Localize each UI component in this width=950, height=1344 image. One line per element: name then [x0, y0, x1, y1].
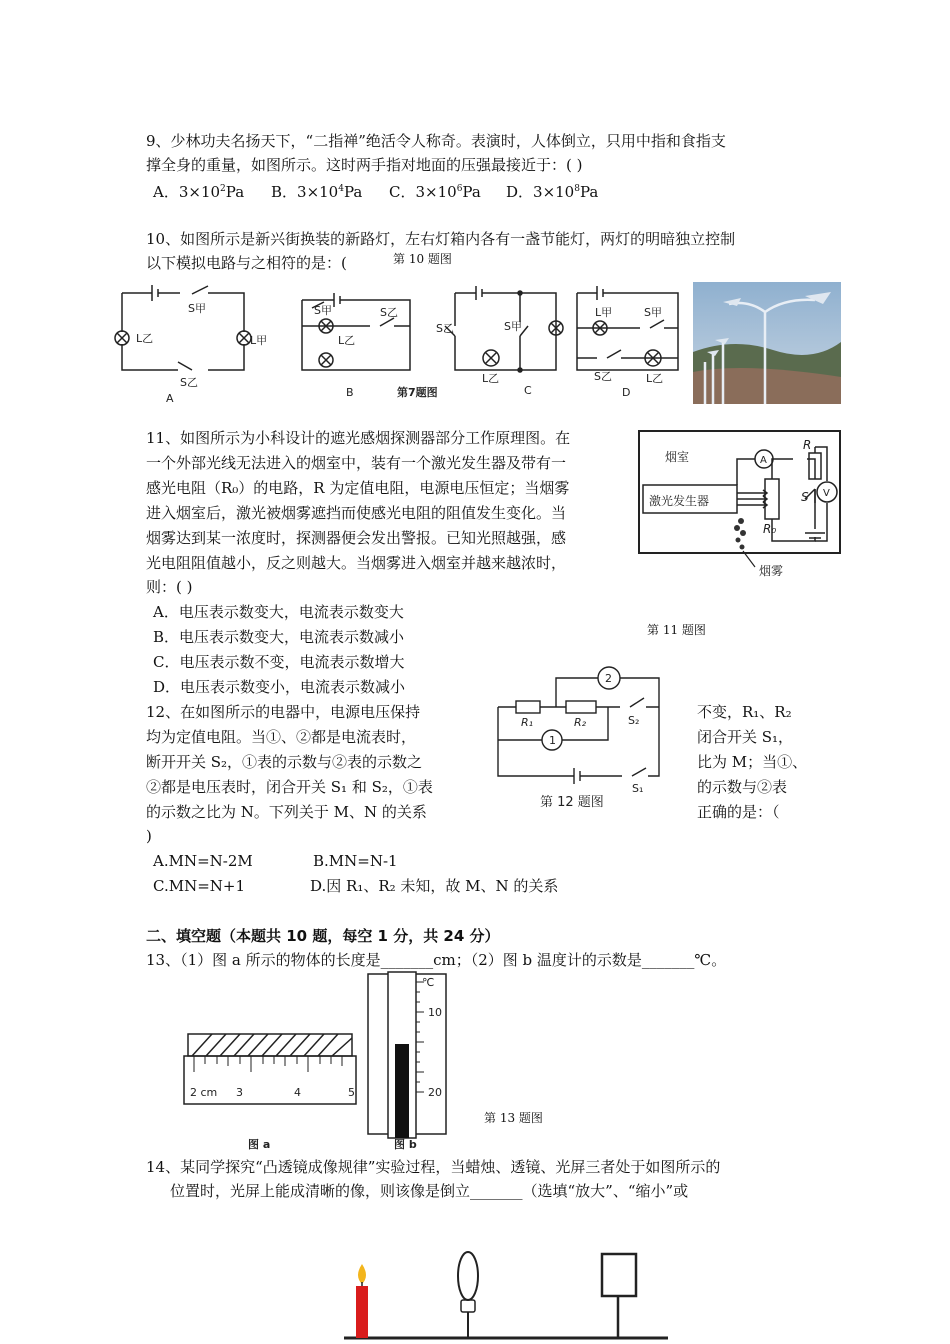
street-lamp-photo: [693, 282, 841, 404]
q14-line-2: 位置时，光屏上能成清晰的像，则该像是倒立_______（选填“放大”、“缩小”或: [170, 1182, 689, 1200]
label-b-s-yi: S乙: [380, 306, 398, 319]
circuit-d: [577, 286, 678, 370]
q12-right-line-3: 比为 M；当①、: [697, 753, 808, 771]
q11-line-5: 烟雾达到某一浓度时，探测器便会发出警报。已知光照越强，感: [146, 529, 567, 547]
label-d-s-yi: S乙: [594, 370, 612, 383]
label-c-s-jia: S甲: [504, 320, 522, 333]
q9-line-1: 9、少林功夫名扬天下，“二指禅”绝活令人称奇。表演时，人体倒立，只用中指和食指支: [146, 132, 726, 150]
fig12-r1: R₁: [521, 716, 534, 729]
q12-right-line-2: 闭合开关 S₁，: [697, 728, 794, 746]
circuit-a: [115, 285, 251, 370]
thermo-label-20: 20: [428, 1086, 442, 1099]
q10-line-2: 以下模拟电路与之相符的是：(: [146, 254, 347, 272]
label-b: B: [346, 386, 354, 399]
q11-line-4: 进入烟室后，激光被烟雾遮挡而使感光电阻的阻值发生变化。当: [146, 504, 567, 522]
label-d-l-yi: L乙: [646, 372, 664, 385]
section-2-title: 二、填空题（本题共 10 题，每空 1 分，共 24 分）: [146, 927, 500, 945]
q12-left-line-4: ②都是电压表时，闭合开关 S₁ 和 S₂，①表: [146, 778, 433, 796]
label-a-s-yi: S乙: [180, 376, 198, 389]
ruler-label-2cm: 2 cm: [190, 1086, 218, 1099]
thermo-label-10: 10: [428, 1006, 442, 1019]
fig12-meter-2: 2: [605, 672, 612, 685]
fig11-voltmeter: V: [823, 488, 830, 499]
q11-caption: 第 11 题图: [647, 623, 706, 637]
q12-left-line-1: 12、在如图所示的电器中，电源电压保持: [146, 703, 421, 721]
fig11-r-label: R: [803, 438, 812, 452]
q12-right-line-5: 正确的是：（: [697, 803, 780, 821]
label-b-l-yi: L乙: [338, 334, 356, 347]
q12-circuit-figure: [496, 660, 662, 810]
ruler-label-5: 5: [348, 1086, 355, 1099]
label-a-s-jia: S甲: [188, 302, 206, 315]
q12-option-d: D.因 R₁、R₂ 未知，故 M、N 的关系: [310, 877, 559, 895]
q11-option-c: C．电压表示数不变，电流表示数增大: [153, 653, 405, 671]
ruler-label-4: 4: [294, 1086, 301, 1099]
q13-text: 13、（1）图 a 所示的物体的长度是_______cm；（2）图 b 温度计的示数是_______℃。: [146, 951, 727, 969]
q14-lens-experiment-figure: [340, 1246, 680, 1344]
q11-smoke-detector-figure: [637, 429, 842, 579]
q9-option-d: D．$3\times 10^8Pa$: [506, 183, 599, 201]
label-d-s-jia: S甲: [644, 306, 662, 319]
thermometer-figure: [368, 972, 446, 1138]
q12-left-line-3: 断开开关 S₂，①表的示数与②表的示数之: [146, 753, 423, 771]
candle-icon: [356, 1264, 368, 1338]
q9-line-2: 撑全身的重量，如图所示。这时两手指对地面的压强最接近于：( ): [146, 156, 583, 174]
q11-option-d: D．电压表示数变小，电流表示数减小: [153, 678, 406, 696]
q12-close-paren: ): [146, 827, 152, 845]
q9-option-b: B．$3\times 10^4Pa$: [271, 183, 363, 201]
label-a-l-jia: L甲: [250, 334, 268, 347]
q13-caption: 第 13 题图: [484, 1111, 543, 1125]
fig11-s-label: S: [801, 490, 809, 504]
fig11-r0-label: R₀: [763, 522, 777, 536]
q12-caption: 第 12 题图: [540, 795, 604, 810]
q11-line-1: 11、如图所示为小科设计的遮光感烟探测器部分工作原理图。在: [146, 429, 571, 447]
q11-option-a: A．电压表示数变大，电流表示数变大: [153, 603, 404, 621]
q11-line-2: 一个外部光线无法进入的烟室中，装有一个激光发生器及带有一: [146, 454, 567, 472]
ruler-ticks: [194, 1056, 342, 1072]
label-d: D: [622, 386, 631, 399]
fig12-r2: R₂: [574, 716, 587, 729]
q11-line-7: 则：( ): [146, 578, 193, 596]
q12-option-b: B.MN=N-1: [313, 852, 398, 870]
label-c-s-yi: S乙: [436, 322, 454, 335]
q12-right-line-1: 不变，R₁、R₂: [697, 703, 792, 721]
q10-caption: 第 10 题图: [393, 252, 452, 266]
q11-line-6: 光电阻阻值越小，反之则越大。当烟雾进入烟室并越来越浓时，: [146, 554, 567, 572]
label-b-s-jia: S甲: [314, 304, 332, 317]
fig12-meter-1: 1: [549, 734, 556, 747]
q9-option-a: A．$3\times 10^2Pa$: [153, 183, 245, 201]
fig-b-label: 图 b: [394, 1138, 417, 1151]
thermo-unit: ℃: [422, 976, 435, 989]
q9-option-c: C．$3\times 10^6Pa$: [389, 183, 481, 201]
q13-figures: [182, 972, 462, 1154]
q12-option-a: A.MN=N-2M: [153, 852, 253, 870]
q11-line-3: 感光电阻（R₀）的电路，R 为定值电阻，电源电压恒定；当烟雾: [146, 479, 570, 497]
q10-line-1: 10、如图所示是新兴街换装的新路灯，左右灯箱内各有一盏节能灯，两灯的明暗独立控制: [146, 230, 736, 248]
light-screen-icon: [602, 1254, 636, 1338]
fig-a-label: 图 a: [248, 1138, 271, 1151]
label-c-l-yi: L乙: [482, 372, 500, 385]
fig12-s1: S₁: [632, 782, 644, 795]
ruler-label-3: 3: [236, 1086, 243, 1099]
fig11-room-label: 烟室: [665, 450, 690, 464]
q11-option-b: B．电压表示数变大，电流表示数减小: [153, 628, 405, 646]
fig11-laser-label: 激光发生器: [649, 494, 710, 508]
label-d-l-jia: L甲: [595, 306, 613, 319]
fig11-ammeter: A: [760, 455, 767, 466]
caption-fig7: 第7题图: [397, 386, 438, 399]
convex-lens-icon: [458, 1252, 478, 1338]
fig11-smoke-label: 烟雾: [759, 564, 784, 578]
q14-line-1: 14、某同学探究“凸透镜成像规律”实验过程，当蜡烛、透镜、光屏三者处于如图所示的: [146, 1158, 721, 1176]
label-a-l-yi: L乙: [136, 332, 154, 345]
label-c: C: [524, 384, 532, 397]
q12-option-c: C.MN=N+1: [153, 877, 245, 895]
q12-left-line-2: 均为定值电阻。当①、②都是电流表时，: [146, 728, 417, 746]
fig12-s2: S₂: [628, 714, 640, 727]
q12-right-line-4: 的示数与②表: [697, 778, 788, 796]
label-a: A: [166, 392, 174, 405]
q12-left-line-5: 的示数之比为 N。下列关于 M、N 的关系: [146, 803, 427, 821]
